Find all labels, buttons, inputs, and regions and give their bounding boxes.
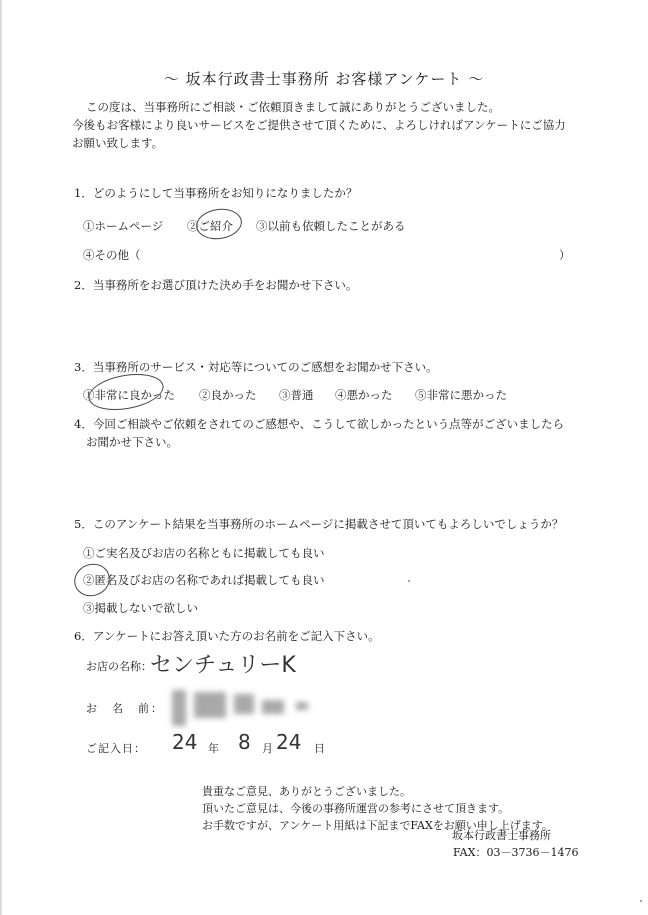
intro-line-2: 今後もお客様により良いサービスをご提供させて頂くために、よろしければアンケートにご協力 — [72, 118, 566, 132]
q5-answer-circle — [70, 559, 115, 601]
date-day-handwritten: 24 — [276, 730, 302, 754]
footer-fax: FAX：03－3736－1476 — [453, 846, 579, 859]
footer-line-3: お手数ですが、アンケート用紙は下記までFAXをお願い申し上げます。 — [202, 819, 553, 832]
q5-option-anonymous: ②匿名及びお店の名称であれば掲載しても良い — [83, 573, 325, 587]
date-label: ご記入日： — [86, 742, 146, 755]
shop-name-handwritten: センチュリーK — [150, 653, 296, 678]
redacted-name-part — [172, 690, 186, 726]
scan-speck — [408, 580, 410, 582]
q1-option-other: ④その他（ — [83, 248, 141, 262]
month-unit: 月 — [262, 742, 273, 755]
footer-office-name: 坂本行政書士事務所 — [452, 829, 551, 842]
q1-option-previous: ③以前も依頼したことがある — [256, 219, 406, 233]
question-2: 2．当事務所をお選び頂けた決め手をお聞かせ下さい。 — [74, 278, 358, 292]
footer-line-1: 貴重なご意見、ありがとうございました。 — [202, 785, 411, 798]
shop-name-label: お店の名称： — [86, 660, 152, 673]
redacted-name-part — [296, 702, 308, 710]
q3-option-good: ②良かった — [199, 388, 257, 402]
q3-option-bad: ④悪かった — [335, 388, 393, 402]
q5-option-full-name: ①ご実名及びお店の名称ともに掲載しても良い — [83, 546, 325, 560]
question-3: 3．当事務所のサービス・対応等についてのご感想をお聞かせ下さい。 — [74, 360, 438, 374]
question-4-line-2: お聞かせ下さい。 — [86, 435, 178, 449]
scan-speck — [640, 900, 642, 902]
intro-line-1: この度は、当事務所にご相談・ご依頼頂きまして誠にありがとうございました。 — [86, 100, 500, 114]
survey-title: ～ 坂本行政書士事務所 お客様アンケート ～ — [163, 70, 485, 88]
q3-option-very-bad: ⑤非常に悪かった — [415, 388, 507, 402]
scan-edge — [0, 0, 2, 915]
date-year-handwritten: 24 — [172, 730, 198, 754]
question-4-line-1: 4．今回ご相談やご依頼をされてのご感想や、こうして欲しかったという点等がございましたら — [74, 417, 565, 431]
q3-option-average: ③普通 — [279, 388, 314, 402]
q3-option-very-good: ①非常に良かった — [83, 388, 175, 402]
year-unit: 年 — [208, 742, 219, 755]
day-unit: 日 — [314, 742, 325, 755]
q1-answer-circle — [194, 206, 244, 242]
question-1: 1．どのようにして当事務所をお知りになりましたか？ — [74, 186, 358, 200]
q3-answer-circle — [86, 369, 167, 416]
intro-text — [72, 98, 592, 152]
question-6: 6．アンケートにお答え頂いた方のお名前をご記入下さい。 — [74, 629, 380, 643]
q1-option-other-close: ） — [559, 248, 571, 262]
q1-option-referral: ②ご紹介 — [187, 219, 233, 233]
q1-option-homepage: ①ホームページ — [83, 219, 164, 233]
question-5: 5．このアンケート結果を当事務所のホームページに掲載させて頂いてもよろしいでしょうか？ — [74, 517, 564, 531]
date-month-handwritten: 8 — [238, 730, 251, 754]
name-label: お 名 前： — [86, 702, 164, 715]
redacted-name-part — [234, 694, 254, 714]
intro-line-3: お願い致します。 — [72, 136, 164, 150]
redacted-name-part — [194, 692, 226, 718]
footer-line-2: 頂いたご意見は、今後の事務所運営の参考にさせて頂きます。 — [202, 802, 510, 815]
q5-option-no-publish: ③掲載しないで欲しい — [83, 601, 198, 615]
redacted-name-part — [262, 700, 284, 714]
